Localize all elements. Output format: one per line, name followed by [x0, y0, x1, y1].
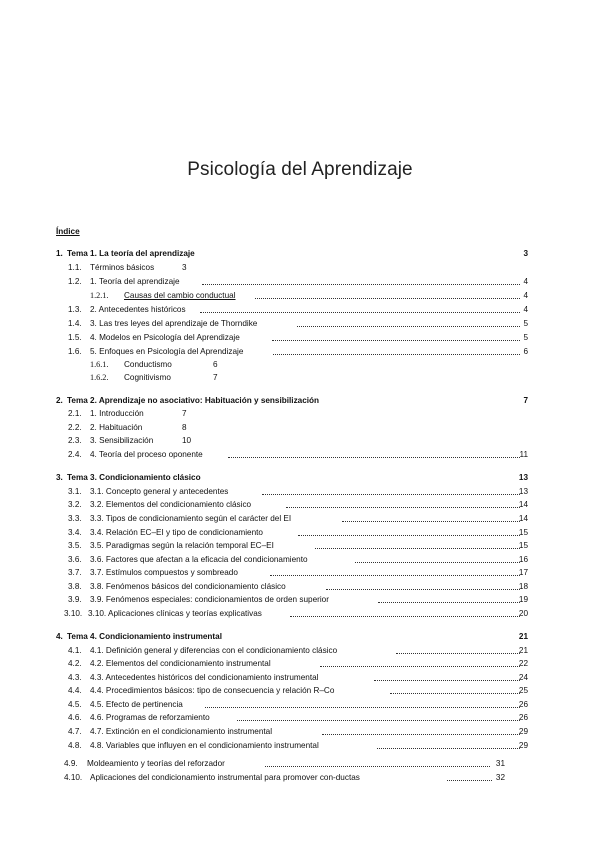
- toc-entry[interactable]: [0, 346, 600, 358]
- dot-leader: [320, 666, 520, 667]
- toc-label: 4.5. Efecto de pertinencia: [90, 700, 183, 709]
- toc-topic-3[interactable]: [0, 472, 600, 484]
- toc-page: 22: [518, 659, 528, 668]
- toc-label: 3.7. Estímulos compuestos y sombreado: [90, 568, 238, 577]
- dot-leader: [272, 340, 520, 341]
- toc-number: 3.6.: [68, 555, 82, 564]
- toc-number: 1.2.: [68, 277, 82, 286]
- toc-label: Tema 1. La teoría del aprendizaje: [67, 249, 195, 258]
- dot-leader: [390, 693, 520, 694]
- toc-label: 2. Antecedentes históricos: [90, 305, 186, 314]
- toc-number: 3.2.: [68, 500, 82, 509]
- toc-number: 3.: [56, 473, 63, 482]
- toc-number: 4.6.: [68, 713, 82, 722]
- toc-entry[interactable]: [0, 554, 600, 566]
- toc-label: 3. Las tres leyes del aprendizaje de Thorndike: [90, 319, 258, 328]
- toc-label: 4.4. Procedimientos básicos: tipo de consecuencia y relación R–Co: [90, 686, 335, 695]
- toc-label: Tema 4. Condicionamiento instrumental: [67, 632, 222, 641]
- toc-number: 3.4.: [68, 528, 82, 537]
- toc-entry[interactable]: [0, 435, 600, 447]
- toc-page: 29: [518, 727, 528, 736]
- toc-page: 4: [523, 277, 528, 286]
- toc-number: 1.: [56, 249, 63, 258]
- toc-label: 3.9. Fenómenos especiales: condicionamientos de orden superior: [90, 595, 329, 604]
- toc-entry[interactable]: [0, 290, 600, 302]
- toc-number: 3.9.: [68, 595, 82, 604]
- toc-entry[interactable]: [0, 758, 600, 770]
- toc-page: 6: [213, 360, 218, 369]
- toc-page: 8: [182, 423, 187, 432]
- toc-page: 14: [518, 514, 528, 523]
- toc-entry[interactable]: [0, 672, 600, 684]
- toc-label: 1. Introducción: [90, 409, 144, 418]
- toc-label: 2. Habituación: [90, 423, 143, 432]
- toc-number: 4.9.: [64, 759, 78, 768]
- toc-entry[interactable]: [0, 262, 600, 274]
- toc-page: 6: [523, 347, 528, 356]
- toc-entry[interactable]: [0, 486, 600, 498]
- dot-leader: [273, 354, 520, 355]
- toc-page: 11: [519, 450, 528, 459]
- toc-page: 4: [523, 305, 528, 314]
- toc-entry[interactable]: [0, 304, 600, 316]
- index-heading: Índice: [56, 227, 80, 236]
- toc-page: 3: [523, 249, 528, 258]
- dot-leader: [378, 602, 520, 603]
- toc-label: 4.3. Antecedentes históricos del condicionamiento instrumental: [90, 673, 319, 682]
- toc-page: 17: [518, 568, 528, 577]
- toc-page: 10: [182, 436, 192, 445]
- dot-leader: [447, 780, 492, 781]
- toc-number: 3.1.: [68, 487, 82, 496]
- toc-label: Tema 2. Aprendizaje no asociativo: Habituación y sensibilización: [67, 396, 320, 405]
- toc-number: 1.4.: [68, 319, 82, 328]
- toc-label: 1. Teoría del aprendizaje: [90, 277, 180, 286]
- toc-number: 3.5.: [68, 541, 82, 550]
- toc-label: Causas del cambio conductual: [124, 291, 236, 300]
- toc-entry[interactable]: [0, 645, 600, 657]
- toc-label: 4.2. Elementos del condicionamiento instrumental: [90, 659, 271, 668]
- toc-page: 7: [523, 396, 528, 405]
- toc-number: 2.3.: [68, 436, 82, 445]
- toc-number: 4.1.: [68, 646, 82, 655]
- toc-number: 2.2.: [68, 423, 82, 432]
- toc-page: 4: [523, 291, 528, 300]
- toc-label: 4.8. Variables que influyen en el condicionamiento instrumental: [90, 741, 319, 750]
- toc-entry[interactable]: [0, 772, 600, 784]
- toc-number: 3.3.: [68, 514, 82, 523]
- toc-page: 13: [518, 487, 528, 496]
- toc-page: 31: [495, 759, 505, 768]
- toc-page: 20: [518, 609, 528, 618]
- toc-label: 4. Teoría del proceso oponente: [90, 450, 203, 459]
- toc-entry[interactable]: [0, 658, 600, 670]
- page-title: Psicología del Aprendizaje: [187, 159, 413, 180]
- dot-leader: [326, 589, 520, 590]
- toc-page: 18: [518, 582, 528, 591]
- toc-page: 26: [518, 700, 528, 709]
- toc-label: 5. Enfoques en Psicología del Aprendizaje: [90, 347, 244, 356]
- dot-leader: [290, 616, 520, 617]
- dot-leader: [262, 494, 520, 495]
- toc-label: 4.6. Programas de reforzamiento: [90, 713, 210, 722]
- toc-label: 3.5. Paradigmas según la relación temporal EC–EI: [90, 541, 274, 550]
- toc-number: 1.6.2.: [90, 373, 109, 382]
- dot-leader: [265, 766, 490, 767]
- toc-label: 4. Modelos en Psicología del Aprendizaje: [90, 333, 240, 342]
- toc-page: 5: [523, 333, 528, 342]
- dot-leader: [286, 507, 520, 508]
- toc-entry[interactable]: [0, 608, 600, 620]
- toc-number: 1.1.: [68, 263, 82, 272]
- toc-number: 3.8.: [68, 582, 82, 591]
- toc-number: 1.2.1.: [90, 291, 109, 300]
- toc-label: 3.2. Elementos del condicionamiento clásico: [90, 500, 252, 509]
- toc-number: 2.4.: [68, 450, 82, 459]
- toc-page: 24: [518, 673, 528, 682]
- toc-label: 3.8. Fenómenos básicos del condicionamiento clásico: [90, 582, 286, 591]
- toc-label: 4.1. Definición general y diferencias con el condicionamiento clásico: [90, 646, 338, 655]
- toc-number: 4.5.: [68, 700, 82, 709]
- dot-leader: [228, 457, 520, 458]
- toc-number: 4.4.: [68, 686, 82, 695]
- toc-page: 21: [518, 646, 528, 655]
- dot-leader: [374, 680, 520, 681]
- toc-page: 7: [182, 409, 187, 418]
- toc-page: 14: [518, 500, 528, 509]
- toc-entry[interactable]: [0, 527, 600, 539]
- toc-topic-2[interactable]: [0, 395, 600, 407]
- toc-page: 3: [182, 263, 187, 272]
- toc-entry[interactable]: [0, 712, 600, 724]
- toc-label: 3.10. Aplicaciones clínicas y teorías explicativas: [88, 609, 262, 618]
- toc-entry[interactable]: [0, 685, 600, 697]
- dot-leader: [298, 535, 520, 536]
- toc-entry[interactable]: [0, 332, 600, 344]
- toc-page: 29: [518, 741, 528, 750]
- toc-number: 1.5.: [68, 333, 82, 342]
- toc-page: 25: [518, 686, 528, 695]
- toc-number: 4.3.: [68, 673, 82, 682]
- toc-number: 2.: [56, 396, 63, 405]
- toc-entry[interactable]: [0, 276, 600, 288]
- toc-label: Términos básicos: [90, 263, 155, 272]
- toc-page: 32: [495, 773, 505, 782]
- toc-topic-4[interactable]: [0, 631, 600, 643]
- toc-number: 4.2.: [68, 659, 82, 668]
- toc-page: 21: [518, 632, 528, 641]
- toc-number: 4.7.: [68, 727, 82, 736]
- toc-page: 15: [518, 541, 528, 550]
- toc-label: Conductismo: [124, 360, 172, 369]
- toc-entry[interactable]: [0, 594, 600, 606]
- toc-entry[interactable]: [0, 567, 600, 579]
- toc-entry[interactable]: [0, 318, 600, 330]
- toc-entry[interactable]: [0, 699, 600, 711]
- toc-entry[interactable]: [0, 408, 600, 420]
- toc-label: 3.4. Relación EC–EI y tipo de condicionamiento: [90, 528, 263, 537]
- toc-page: 5: [523, 319, 528, 328]
- toc-number: 4.: [56, 632, 63, 641]
- toc-entry[interactable]: [0, 359, 600, 371]
- toc-number: 1.6.1.: [90, 360, 109, 369]
- toc-page: 16: [518, 555, 528, 564]
- dot-leader: [377, 748, 520, 749]
- toc-page: 15: [518, 528, 528, 537]
- dot-leader: [297, 326, 520, 327]
- toc-number: 4.8.: [68, 741, 82, 750]
- toc-entry[interactable]: [0, 740, 600, 752]
- toc-entry[interactable]: [0, 422, 600, 434]
- toc-entry[interactable]: [0, 499, 600, 511]
- toc-entry[interactable]: [0, 372, 600, 384]
- dot-leader: [202, 284, 520, 285]
- toc-number: 1.6.: [68, 347, 82, 356]
- toc-label: Moldeamiento y teorías del reforzador: [87, 759, 225, 768]
- toc-label: 4.7. Extinción en el condicionamiento instrumental: [90, 727, 273, 736]
- dot-leader: [355, 562, 520, 563]
- toc-page: 26: [518, 713, 528, 722]
- toc-number: 4.10.: [64, 773, 83, 782]
- toc-entry[interactable]: [0, 540, 600, 552]
- dot-leader: [255, 298, 520, 299]
- dot-leader: [237, 720, 520, 721]
- toc-label: Tema 3. Condicionamiento clásico: [67, 473, 201, 482]
- toc-label: 3.3. Tipos de condicionamiento según el carácter del EI: [90, 514, 292, 523]
- dot-leader: [205, 707, 520, 708]
- toc-page: 7: [213, 373, 218, 382]
- toc-number: 2.1.: [68, 409, 82, 418]
- toc-label: 3.1. Concepto general y antecedentes: [90, 487, 229, 496]
- dot-leader: [270, 575, 520, 576]
- toc-label: 3.6. Factores que afectan a la eficacia del condicionamiento: [90, 555, 308, 564]
- dot-leader: [396, 653, 520, 654]
- toc-label: Cognitivismo: [124, 373, 171, 382]
- toc-number: 3.7.: [68, 568, 82, 577]
- toc-number: 3.10.: [64, 609, 83, 618]
- toc-label: Aplicaciones del condicionamiento instrumental para promover con-ductas: [90, 773, 360, 782]
- toc-entry[interactable]: [0, 726, 600, 738]
- toc-number: 1.3.: [68, 305, 82, 314]
- toc-label: 3. Sensibilización: [90, 436, 154, 445]
- toc-page: 13: [518, 473, 528, 482]
- toc-entry[interactable]: [0, 581, 600, 593]
- toc-page: 19: [518, 595, 528, 604]
- toc-entry[interactable]: [0, 449, 600, 461]
- toc-topic-1[interactable]: [0, 248, 600, 260]
- dot-leader: [322, 734, 520, 735]
- toc-entry[interactable]: [0, 513, 600, 525]
- dot-leader: [200, 312, 520, 313]
- dot-leader: [342, 521, 520, 522]
- dot-leader: [315, 548, 520, 549]
